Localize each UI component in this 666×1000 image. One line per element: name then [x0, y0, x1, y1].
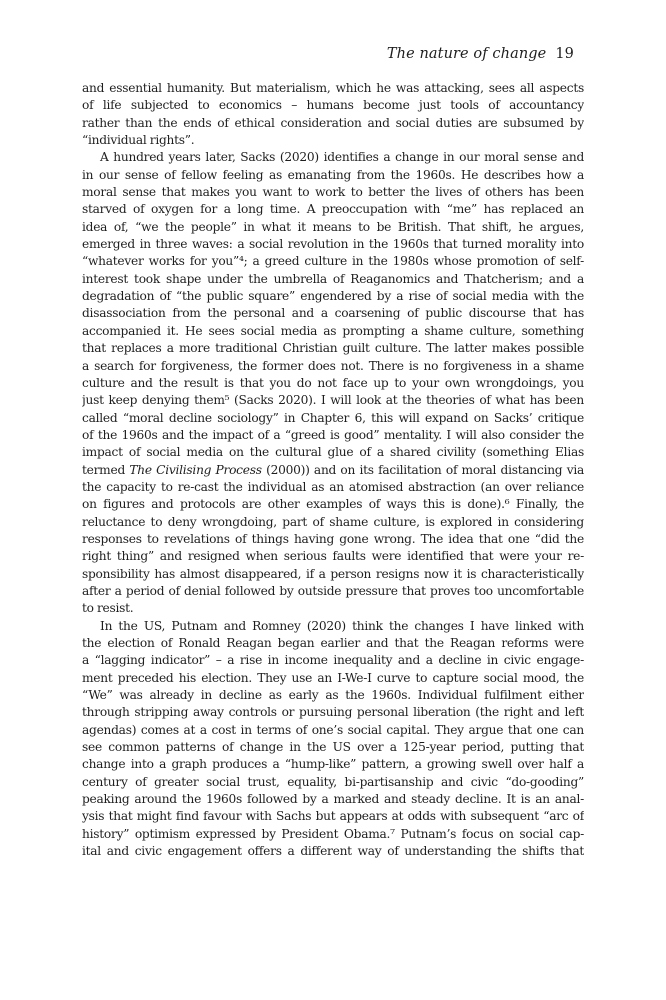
text-line: degradation of “the public square” engendered by a rise of social media with the [82, 289, 584, 304]
text-line: ysis that might find favour with Sachs but appears at odds with subsequent “arc of [82, 809, 584, 824]
page-number: 19 [555, 46, 574, 62]
text-line: culture and the result is that you do not face up to your own wrongdoings, you [82, 375, 584, 390]
book-title: The Civilising Process [129, 462, 262, 477]
text-line: idea of, “we the people” in what it means to be British. That shift, he argues, [82, 219, 584, 234]
text-line: interest took shape under the umbrella of Reaganomics and Thatcherism; and a [82, 271, 584, 286]
text-line: rather than the ends of ethical consideration and social duties are subsumed by [82, 115, 584, 130]
text-line: after a period of denial followed by outside pressure that proves too uncomfortable [82, 583, 584, 598]
text-line: to resist. [82, 601, 134, 616]
text-line: the capacity to re-cast the individual as an atomised abstraction (an over reliance [82, 479, 584, 494]
text-line: impact of social media on the cultural glue of a shared civility (something Elias [82, 445, 584, 460]
text-line: emerged in three waves: a social revolution in the 1960s that turned morality into [82, 237, 584, 252]
text-line: that replaces a more traditional Christian guilt culture. The latter makes possible [82, 341, 584, 356]
text-line: of the 1960s and the impact of a “greed is good” mentality. I will also consider the [82, 427, 584, 442]
text-line: disassociation from the personal and a coarsening of public discourse that has [82, 306, 584, 321]
text-line: called “moral decline sociology” in Chapter 6, this will expand on Sacks’ critique [82, 410, 584, 425]
text-line: starved of oxygen for a long time. A preoccupation with “me” has replaced an [82, 202, 584, 217]
text-line: just keep denying them⁵ (Sacks 2020). I will look at the theories of what has been [82, 393, 584, 408]
text-line: ment preceded his election. They use an I-We-I curve to capture social mood, the [82, 670, 584, 685]
text-line: change into a graph produces a “hump-like” pattern, a growing swell over half a [82, 757, 584, 772]
text-line: a “lagging indicator” – a rise in income inequality and a decline in civic engage- [82, 653, 584, 668]
text-line: on figures and protocols are other examples of ways this is done).⁶ Finally, the [82, 497, 584, 512]
body-text [82, 80, 584, 860]
text-line: history” optimism expressed by President Obama.⁷ Putnam’s focus on social cap- [82, 826, 584, 841]
text-line: reluctance to deny wrongdoing, part of shame culture, is explored in considering [82, 514, 584, 529]
text-line: termed The Civilising Process (2000)) and on its facilitation of moral distancing via [82, 462, 584, 477]
text-line: ital and civic engagement offers a different way of understanding the shifts that [82, 844, 584, 859]
running-head [387, 46, 574, 62]
running-head-title: The nature of change [386, 46, 547, 62]
text-line: right thing” and resigned when serious faults were identified that were your re- [82, 549, 584, 564]
text-line: sponsibility has almost disappeared, if a person resigns now it is characteristically [82, 566, 584, 581]
text-line: agendas) comes at a cost in terms of one’s social capital. They argue that one can [82, 722, 584, 737]
text-line: responses to revelations of things having gone wrong. The idea that one “did the [82, 531, 584, 546]
text-line: century of greater social trust, equality, bi-partisanship and civic “do-gooding” [82, 774, 584, 789]
text-line: peaking around the 1960s followed by a marked and steady decline. It is an anal- [82, 792, 584, 807]
text-line: In the US, Putnam and Romney (2020) think the changes I have linked with [100, 618, 584, 633]
text-line: see common patterns of change in the US over a 125-year period, putting that [82, 740, 584, 755]
text-line: a search for forgiveness, the former does not. There is no forgiveness in a shame [82, 358, 584, 373]
text-line: the election of Ronald Reagan began earlier and that the Reagan reforms were [82, 636, 584, 650]
text-line: and essential humanity. But materialism, which he was attacking, sees all aspects [82, 81, 584, 95]
text-line: of life subjected to economics – humans become just tools of accountancy [82, 98, 584, 113]
text-line: accompanied it. He sees social media as prompting a shame culture, something [82, 323, 584, 338]
text-line: “individual rights”. [82, 133, 195, 148]
text-line: moral sense that makes you want to work to better the lives of others has been [82, 185, 584, 200]
text-line: in our sense of fellow feeling as emanating from the 1960s. He describes how a [82, 167, 584, 182]
text-line: through stripping away controls or pursuing personal liberation (the right and left [82, 705, 584, 720]
text-line: “We” was already in decline as early as the 1960s. Individual fulfilment either [82, 688, 584, 703]
text-line: “whatever works for you”⁴; a greed culture in the 1980s whose promotion of self- [82, 254, 584, 269]
text-line: A hundred years later, Sacks (2020) identifies a change in our moral sense and [100, 150, 584, 165]
